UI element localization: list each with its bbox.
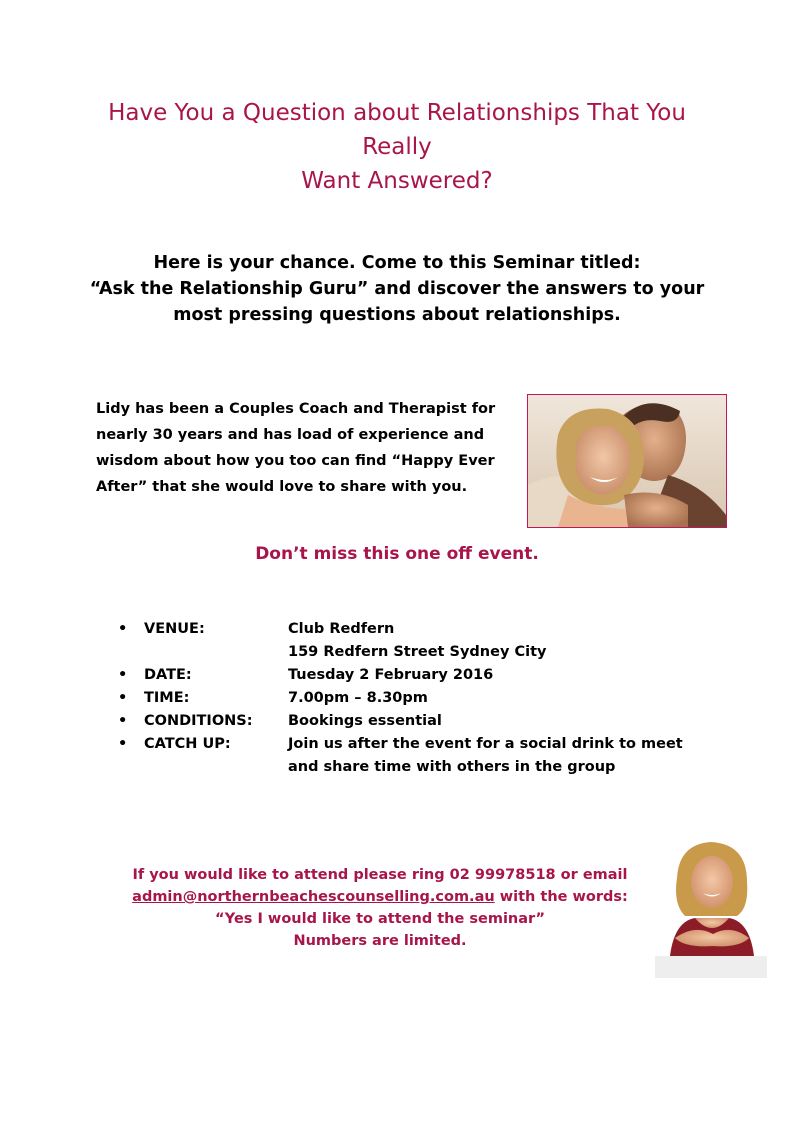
bullet: •	[118, 667, 128, 683]
detail-row-venue	[118, 618, 738, 664]
contact-line-2-suffix: with the words:	[494, 889, 628, 905]
page-title	[40, 96, 754, 198]
event-details-list	[118, 618, 738, 779]
bio-line-3: wisdom about how you too can find “Happy Ever	[96, 453, 495, 469]
catchup-value	[288, 733, 738, 779]
title-line-2: Really	[362, 134, 432, 160]
lidy-photo-image	[655, 838, 767, 978]
conditions-value: Bookings essential	[288, 713, 442, 729]
venue-value	[288, 618, 738, 664]
dont-miss-heading: Don’t miss this one off event.	[255, 544, 539, 564]
detail-row-conditions	[118, 710, 738, 733]
contact-line-1: If you would like to attend please ring 02 99978518 or email	[132, 867, 628, 883]
title-line-1: Have You a Question about Relationships That You	[108, 100, 686, 126]
date-value: Tuesday 2 February 2016	[288, 667, 494, 683]
detail-row-date	[118, 664, 738, 687]
catchup-label: CATCH UP:	[144, 736, 231, 752]
intro-line-1: Here is your chance. Come to this Seminar titled:	[153, 253, 641, 273]
couple-photo	[527, 394, 727, 528]
conditions-label: CONDITIONS:	[144, 713, 253, 729]
contact-line-2	[40, 886, 720, 908]
title-line-3: Want Answered?	[301, 168, 493, 194]
bullet: •	[118, 736, 128, 752]
detail-row-catchup	[118, 733, 738, 779]
bullet: •	[118, 690, 128, 706]
venue-line-2: 159 Redfern Street Sydney City	[288, 644, 547, 660]
bio-line-4: After” that she would love to share with you.	[96, 479, 468, 495]
venue-line-1: Club Redfern	[288, 621, 395, 637]
date-label: DATE:	[144, 667, 192, 683]
time-value: 7.00pm – 8.30pm	[288, 690, 428, 706]
contact-line-3: “Yes I would like to attend the seminar”	[215, 911, 545, 927]
contact-line-4: Numbers are limited.	[293, 933, 467, 949]
couple-photo-image	[528, 395, 726, 527]
intro-line-3: most pressing questions about relationships.	[173, 305, 621, 325]
email-link[interactable]: admin@northernbeachescounselling.com.au	[132, 889, 495, 905]
catchup-line-2: and share time with others in the group	[288, 759, 616, 775]
catchup-line-1: Join us after the event for a social drink to meet	[288, 736, 683, 752]
time-label: TIME:	[144, 690, 190, 706]
contact-info	[40, 864, 720, 952]
intro-line-2: “Ask the Relationship Guru” and discover the answers to your	[89, 279, 705, 299]
bio-line-1: Lidy has been a Couples Coach and Therapist for	[96, 401, 496, 417]
bio-line-2: nearly 30 years and has load of experience and	[96, 427, 485, 443]
bio-text	[96, 396, 496, 500]
lidy-photo	[655, 838, 767, 978]
venue-label: VENUE:	[144, 621, 205, 637]
intro-text	[40, 250, 754, 328]
bullet: •	[118, 713, 128, 729]
detail-row-time	[118, 687, 738, 710]
bullet: •	[118, 621, 128, 637]
